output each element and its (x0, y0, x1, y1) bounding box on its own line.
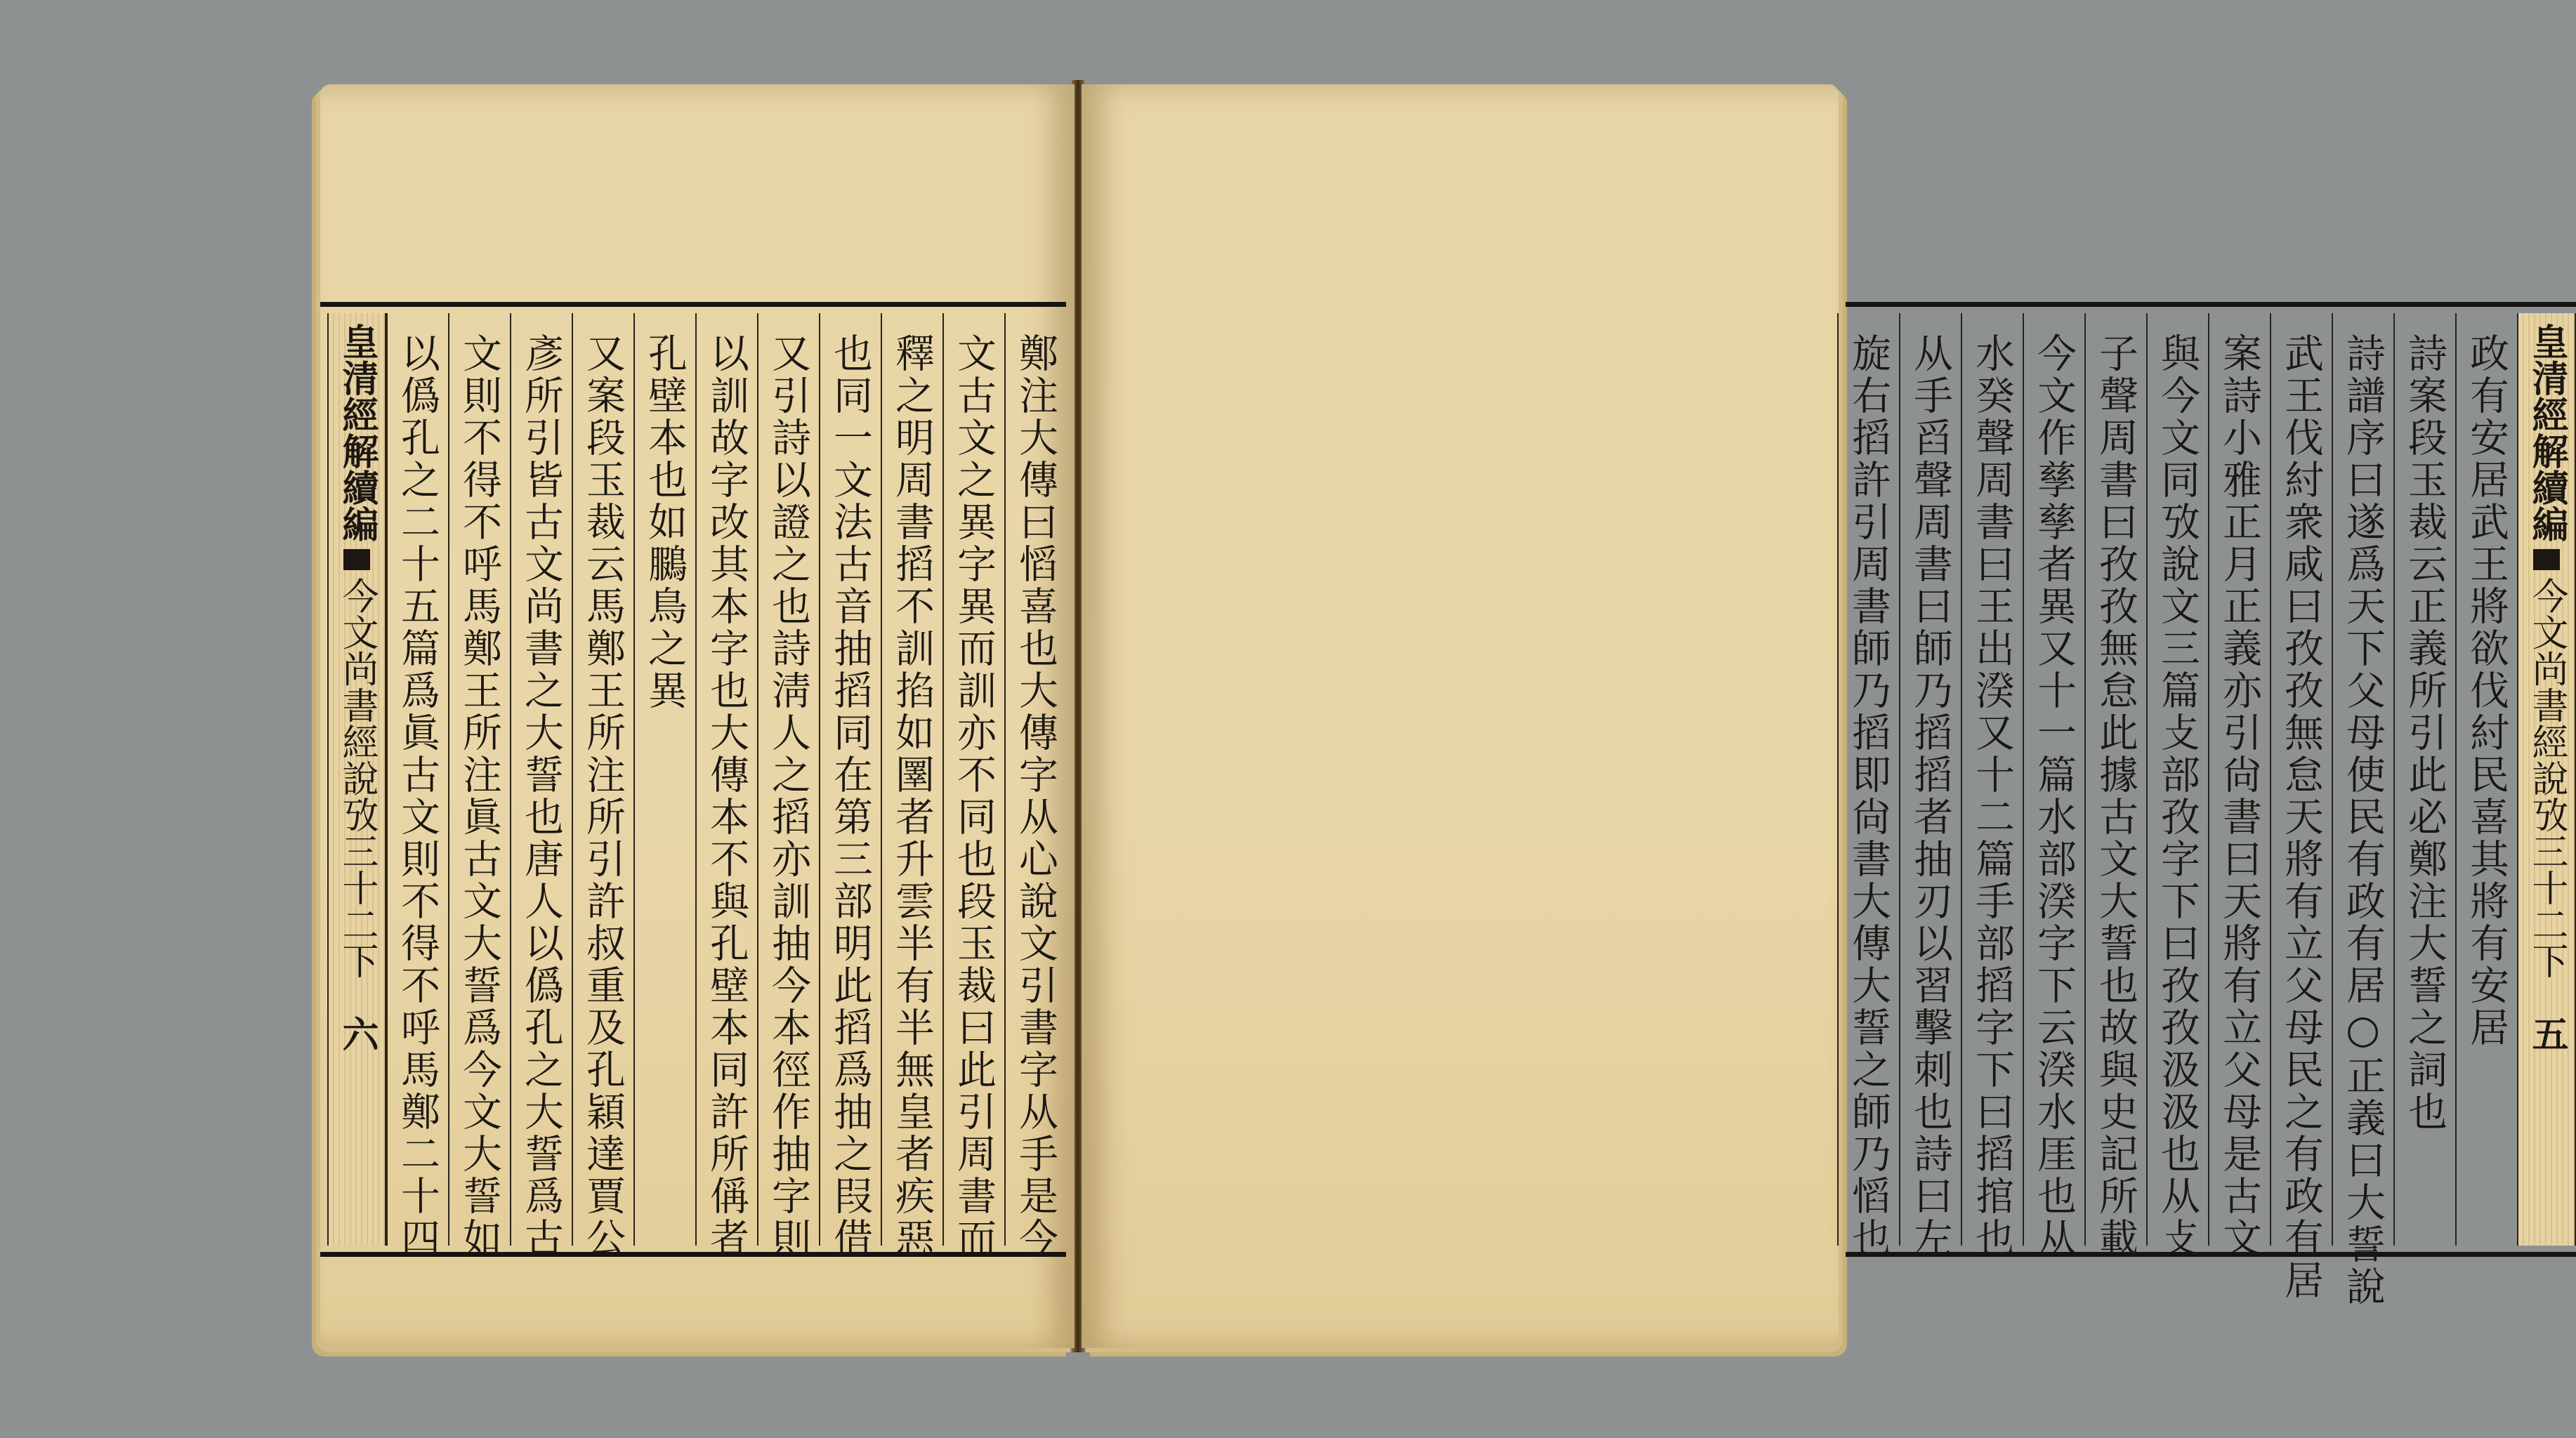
text-column: 以訓故字改其本字也大傳本不與孔壁本同許所偁者 (695, 313, 757, 1246)
book-title: 皇清經解續編 (336, 323, 379, 542)
text-column: 與今文同攷說文三篇攴部孜字下曰孜孜汲汲也从攴 (2146, 313, 2208, 1246)
text-column: 孔壁本也如鵩鳥之異 (633, 313, 695, 1246)
text-column: 子聲周書曰孜孜無怠此據古文大誓也故與史記所載 (2084, 313, 2146, 1246)
fishtail-mark (2533, 549, 2560, 570)
left-top-rule (320, 302, 1066, 307)
page-number: 六 (336, 1015, 379, 1052)
text-column: 詩譜序曰遂爲天下父母使民有政有居○正義曰大誓說 (2332, 313, 2393, 1246)
text-column: 文古文之異字異而訓亦不同也段玉裁曰此引周書而 (942, 313, 1004, 1246)
text-column: 釋之明周書搯不訓掐如圛者升雲半有半無皇者疾惡 (881, 313, 942, 1246)
text-column: 从手舀聲周書曰師乃搯搯者抽刃以習擊刺也詩曰左 (1899, 313, 1961, 1246)
left-spine-label (327, 313, 386, 1246)
chapter-title: 今文尚書經說攷三十二下 (336, 577, 378, 979)
text-column: 詩案段玉裁云正義所引此必鄭注大誓之詞也 (2393, 313, 2455, 1246)
text-column: 也同一文法古音抽搯同在第三部明此搯爲抽之叚借 (819, 313, 881, 1246)
text-column: 水癸聲周書曰王出湀又十二篇手部搯字下曰搯捾也 (1961, 313, 2023, 1246)
page-number: 五 (2525, 1015, 2568, 1052)
text-column: 武王伐紂衆咸曰孜孜無怠天將有立父母民之有政有居 (2270, 313, 2332, 1246)
text-column: 又案段玉裁云馬鄭王所注所引許叔重及孔穎達賈公 (572, 313, 633, 1246)
text-column: 案詩小雅正月正義亦引尙書曰天將有立父母是古文 (2208, 313, 2270, 1246)
text-column: 以僞孔之二十五篇爲眞古文則不得不呼馬鄭二十四 (386, 313, 448, 1246)
text-column: 今文作孳孳者異又十一篇水部湀字下云湀水厓也从 (2023, 313, 2084, 1246)
right-top-rule (1846, 302, 2576, 307)
right-page (1082, 84, 2568, 1348)
right-spine-label (2517, 313, 2576, 1246)
text-column: 文則不得不呼馬鄭王所注眞古文大誓爲今文大誓如 (448, 313, 510, 1246)
fishtail-mark (343, 549, 370, 570)
left-columns (320, 313, 1066, 1260)
right-text-frame (1846, 302, 2576, 1308)
book-title: 皇清經解續編 (2525, 323, 2568, 542)
text-column: 鄭注大傳曰慆喜也大傳字从心說文引書字从手是今 (1004, 313, 1066, 1246)
text-column: 彥所引皆古文尚書之大誓也唐人以僞孔之大誓爲古 (510, 313, 572, 1246)
text-column: 政有安居武王將欲伐紂民喜其將有安居 (2455, 313, 2517, 1246)
text-column: 旋右搯許引周書師乃搯即尙書大傳大誓之師乃慆也 (1837, 313, 1899, 1246)
open-book (320, 80, 2568, 1354)
right-columns (1846, 313, 2576, 1308)
text-column: 又引詩以證之也詩淸人之搯亦訓抽今本徑作抽字則 (757, 313, 819, 1246)
left-page (320, 84, 1075, 1348)
chapter-title: 今文尚書經說攷三十二下 (2525, 577, 2568, 979)
left-text-frame (320, 302, 1066, 1260)
